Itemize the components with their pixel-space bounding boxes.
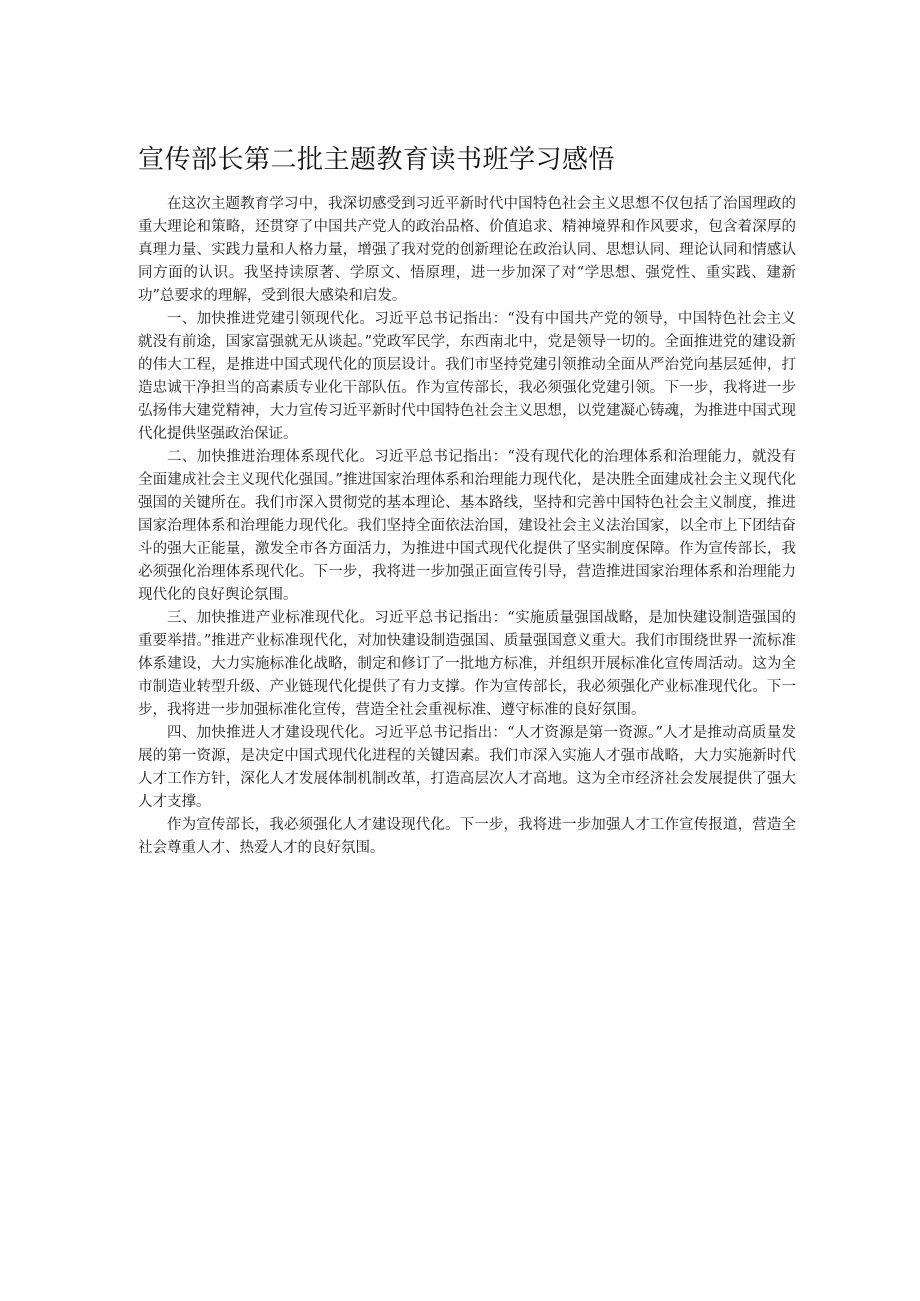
paragraph-intro: 在这次主题教育学习中，我深切感受到习近平新时代中国特色社会主义思想不仅包括了治国理政的重大理论和策略，还贯穿了中国共产党人的政治品格、价值追求、精神境界和作风要求，包含着深厚的真理力量、实践力量和人格力量，增强了我对党的创新理论在政治认同、思想认同、理论认同和情感认同方面的认识。我坚持读原著、学原文、悟原理，进一步加深了对“学思想、强党性、重实践、建新功”总要求的理解，受到很大感染和启发。 <box>138 196 796 304</box>
paragraph-section-4: 四、加快推进人才建设现代化。习近平总书记指出：“人才资源是第一资源。”人才是推动高质量发展的第一资源，是决定中国式现代化进程的关键因素。我们市深入实施人才强市战略，大力实施新时代人才工作方针，深化人才发展体制机制改革，打造高层次人才高地。这为全市经济社会发展提供了强大人才支撑。 <box>138 725 796 810</box>
paragraph-section-3: 三、加快推进产业标准现代化。习近平总书记指出：“实施质量强国战略，是加快建设制造强国的重要举措。”推进产业标准现代化，对加快建设制造强国、质量强国意义重大。我们市围绕世界一流标准体系建设，大力实施标准化战略，制定和修订了一批地方标准，并组织开展标准化宣传周活动。这为全市制造业转型升级、产业链现代化提供了有力支撑。作为宣传部长，我必须强化产业标准现代化。下一步，我将进一步加强标准化宣传，营造全社会重视标准、遵守标准的良好氛围。 <box>138 610 796 718</box>
document-title: 宣传部长第二批主题教育读书班学习感悟 <box>138 145 616 175</box>
document-body <box>138 193 796 860</box>
paragraph-section-2: 二、加快推进治理体系现代化。习近平总书记指出：“没有现代化的治理体系和治理能力，就没有全面建成社会主义现代化强国。”推进国家治理体系和治理能力现代化，是决胜全面建成社会主义现代化强国的关键所在。我们市深入贯彻党的基本理论、基本路线，坚持和完善中国特色社会主义制度，推进国家治理体系和治理能力现代化。我们坚持全面依法治国，建设社会主义法治国家，以全市上下团结奋斗的强大正能量，激发全市各方面活力，为推进中国式现代化提供了坚实制度保障。作为宣传部长，我必须强化治理体系现代化。下一步，我将进一步加强正面宣传引导，营造推进国家治理体系和治理能力现代化的良好舆论氛围。 <box>138 449 796 603</box>
paragraph-closing: 作为宣传部长，我必须强化人才建设现代化。下一步，我将进一步加强人才工作宣传报道，营造全社会尊重人才、热爱人才的良好氛围。 <box>138 817 796 856</box>
paragraph-section-1: 一、加快推进党建引领现代化。习近平总书记指出：“没有中国共产党的领导，中国特色社会主义就没有前途，国家富强就无从谈起。”党政军民学，东西南北中，党是领导一切的。全面推进党的建设新的伟大工程，是推进中国式现代化的顶层设计。我们市坚持党建引领推动全面从严治党向基层延伸，打造忠诚干净担当的高素质专业化干部队伍。作为宣传部长，我必须强化党建引领。下一步，我将进一步弘扬伟大建党精神，大力宣传习近平新时代中国特色社会主义思想，以党建凝心铸魂，为推进中国式现代化提供坚强政治保证。 <box>138 311 796 442</box>
document-page <box>138 0 796 860</box>
